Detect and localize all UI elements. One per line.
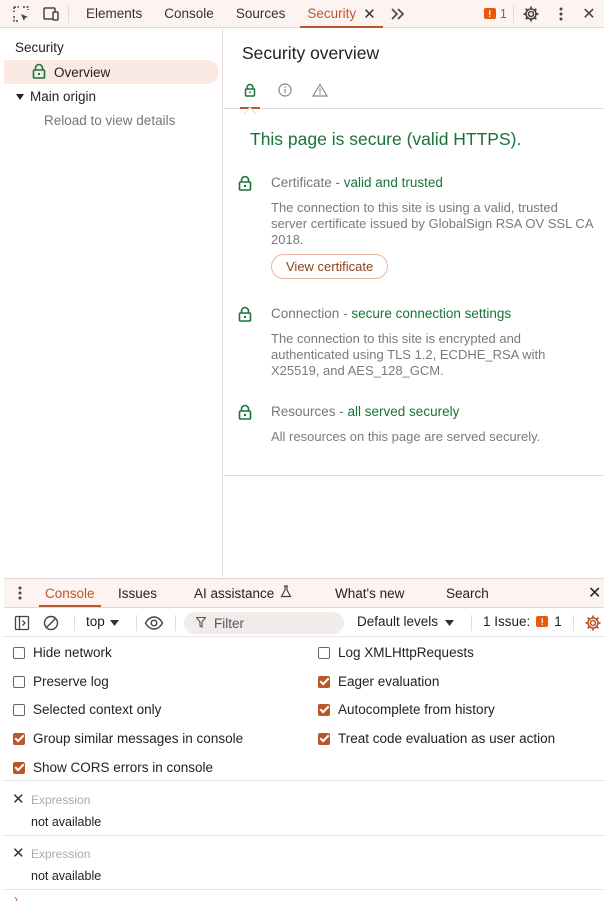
toolbar-divider	[74, 615, 75, 631]
lock-icon	[32, 63, 46, 82]
checkbox-group-similar[interactable]	[13, 731, 243, 746]
sidebar-item-main-origin[interactable]	[16, 89, 96, 104]
sidebar-item-label: Overview	[54, 64, 111, 80]
context-selector[interactable]	[86, 614, 119, 629]
checkbox-label: Autocomplete from history	[338, 702, 495, 717]
checkbox-label: Show CORS errors in console	[33, 760, 214, 775]
secure-filter-lock-icon[interactable]	[238, 77, 262, 103]
sidebar-item-overview[interactable]	[4, 60, 219, 84]
log-levels-dropdown[interactable]	[357, 614, 454, 629]
inspect-element-icon[interactable]	[10, 3, 32, 25]
issues-count: 1	[499, 6, 507, 21]
drawer-tab-issues[interactable]: Issues	[118, 585, 158, 601]
checkbox-autocomplete-history[interactable]	[318, 702, 495, 717]
clear-console-icon[interactable]	[43, 615, 59, 634]
remove-expression-icon[interactable]: ✕	[12, 845, 25, 862]
issues-label: 1 Issue:	[483, 614, 531, 629]
connection-description: The connection to this site is encrypted and authenticated using TLS 1.2, ECDHE_RSA with X25519, and AES_128_GCM.	[271, 331, 546, 378]
page-title: Security overview	[242, 43, 380, 63]
filter-input[interactable]	[184, 612, 344, 634]
resources-status: all served securely	[347, 404, 460, 419]
issue-flag-icon: !	[536, 616, 548, 627]
security-overview-panel	[224, 29, 604, 577]
toolbar-divider	[471, 615, 472, 631]
resources-description: All resources on this page are served securely.	[271, 429, 541, 444]
device-toggle-icon[interactable]	[40, 3, 62, 25]
tab-pointer	[244, 106, 256, 114]
issues-button[interactable]	[483, 614, 562, 629]
close-tab-icon[interactable]: ✕	[363, 5, 376, 23]
issues-badge[interactable]	[484, 6, 507, 21]
drawer-tab-console[interactable]: Console	[45, 579, 95, 607]
separator: -	[335, 404, 348, 419]
remove-expression-icon[interactable]: ✕	[12, 791, 25, 808]
expression-value: not available	[31, 815, 102, 829]
checkbox-box[interactable]	[318, 676, 330, 688]
drawer-tabbar	[4, 578, 604, 608]
drawer-tab-search[interactable]: Search	[446, 585, 489, 601]
levels-value: Default levels	[357, 614, 439, 629]
sidebar-title: Security	[15, 40, 64, 55]
checkbox-box[interactable]	[13, 704, 25, 716]
tab-elements[interactable]	[75, 0, 153, 28]
tab-console[interactable]	[153, 0, 225, 28]
panel-divider	[224, 475, 604, 476]
section-label: Connection	[271, 306, 340, 321]
security-sidebar	[4, 29, 223, 577]
console-settings	[4, 638, 604, 781]
lock-icon	[238, 175, 252, 194]
checkbox-label: Treat code evaluation as user action	[338, 731, 556, 746]
context-value: top	[86, 614, 105, 629]
security-filter-tabs	[224, 73, 604, 109]
checkbox-preserve-log[interactable]	[13, 674, 109, 689]
sidebar-toggle-icon[interactable]	[14, 615, 30, 634]
toolbar-divider	[573, 615, 574, 631]
checkbox-label: Preserve log	[33, 674, 109, 689]
console-prompt-icon[interactable]: ›	[14, 892, 18, 901]
certificate-heading	[271, 175, 443, 190]
checkbox-box[interactable]	[13, 762, 25, 774]
resources-heading	[271, 404, 459, 419]
section-label: Resources	[271, 404, 336, 419]
tab-label: Elements	[86, 6, 143, 21]
caret-down-icon	[445, 614, 454, 629]
kebab-menu-icon[interactable]	[550, 3, 572, 25]
toolbar-divider	[68, 5, 69, 23]
live-expression	[4, 782, 604, 836]
connection-section	[238, 306, 598, 376]
tab-label: AI assistance	[194, 585, 275, 601]
checkbox-box[interactable]	[13, 647, 25, 659]
checkbox-treat-code-eval[interactable]	[318, 731, 555, 746]
connection-status: secure connection settings	[351, 306, 512, 321]
checkbox-show-cors[interactable]	[13, 760, 213, 775]
resources-section	[238, 404, 598, 454]
checkbox-label: Selected context only	[33, 702, 162, 717]
expression-input[interactable]: Expression	[31, 847, 91, 861]
certificate-status: valid and trusted	[343, 175, 443, 190]
caret-down-icon	[110, 614, 119, 629]
certificate-section	[238, 175, 598, 285]
toolbar-divider	[513, 5, 514, 23]
tab-security[interactable]	[296, 0, 386, 28]
gear-icon[interactable]	[520, 3, 542, 25]
checkbox-hide-network[interactable]	[13, 645, 112, 660]
warning-icon[interactable]	[308, 77, 332, 103]
tab-label: Sources	[235, 6, 286, 21]
console-settings-gear-icon[interactable]	[584, 614, 602, 635]
checkbox-box[interactable]	[13, 733, 25, 745]
certificate-description: The connection to this site is using a valid, trusted server certificate issued by GlobalSign RSA OV SSL CA 2018.	[271, 200, 593, 247]
secure-message: This page is secure (valid HTTPS).	[250, 129, 522, 149]
separator: -	[331, 175, 344, 190]
sidebar-item-label: Main origin	[30, 89, 97, 104]
filter-placeholder: Filter	[214, 615, 244, 631]
lock-icon	[238, 404, 252, 423]
checkbox-selected-context-only[interactable]	[13, 702, 161, 717]
checkbox-box[interactable]	[13, 676, 25, 688]
checkbox-log-xhr[interactable]	[318, 645, 474, 660]
checkbox-label: Log XMLHttpRequests	[338, 645, 474, 660]
flask-icon	[280, 585, 292, 601]
console-toolbar	[4, 609, 604, 637]
expression-input[interactable]: Expression	[31, 793, 91, 807]
checkbox-label: Group similar messages in console	[33, 731, 244, 746]
issues-count: 1	[554, 614, 562, 629]
eye-icon[interactable]	[144, 615, 164, 634]
lock-icon	[238, 306, 252, 325]
issue-flag-icon: !	[484, 8, 496, 19]
tab-label: Console	[164, 6, 214, 21]
separator: -	[339, 306, 352, 321]
reload-hint: Reload to view details	[44, 113, 176, 128]
live-expression	[4, 836, 604, 890]
toolbar-divider	[175, 615, 176, 631]
drawer-menu-icon[interactable]	[18, 579, 22, 607]
close-devtools-icon[interactable]: ✕	[582, 5, 596, 23]
checkbox-box[interactable]	[318, 647, 330, 659]
more-tabs-icon[interactable]	[387, 3, 409, 25]
tab-label: Security	[307, 6, 357, 21]
tab-sources[interactable]	[225, 0, 297, 28]
checkbox-eager-evaluation[interactable]	[318, 674, 439, 689]
toolbar-divider	[136, 615, 137, 631]
info-icon[interactable]	[273, 77, 297, 103]
section-label: Certificate	[271, 175, 332, 190]
drawer-tab-whats-new[interactable]: What's new	[335, 585, 405, 601]
expression-value: not available	[31, 869, 102, 883]
drawer-tab-ai-assistance[interactable]	[194, 579, 292, 607]
triangle-down-icon[interactable]	[16, 94, 24, 100]
view-certificate-button[interactable]: View certificate	[271, 254, 388, 279]
checkbox-box[interactable]	[318, 704, 330, 716]
checkbox-box[interactable]	[318, 733, 330, 745]
checkbox-label: Eager evaluation	[338, 674, 440, 689]
checkbox-label: Hide network	[33, 645, 112, 660]
connection-heading	[271, 306, 511, 321]
devtools-main-toolbar	[0, 0, 604, 28]
filter-icon	[196, 616, 206, 631]
close-drawer-icon[interactable]: ✕	[588, 585, 602, 602]
